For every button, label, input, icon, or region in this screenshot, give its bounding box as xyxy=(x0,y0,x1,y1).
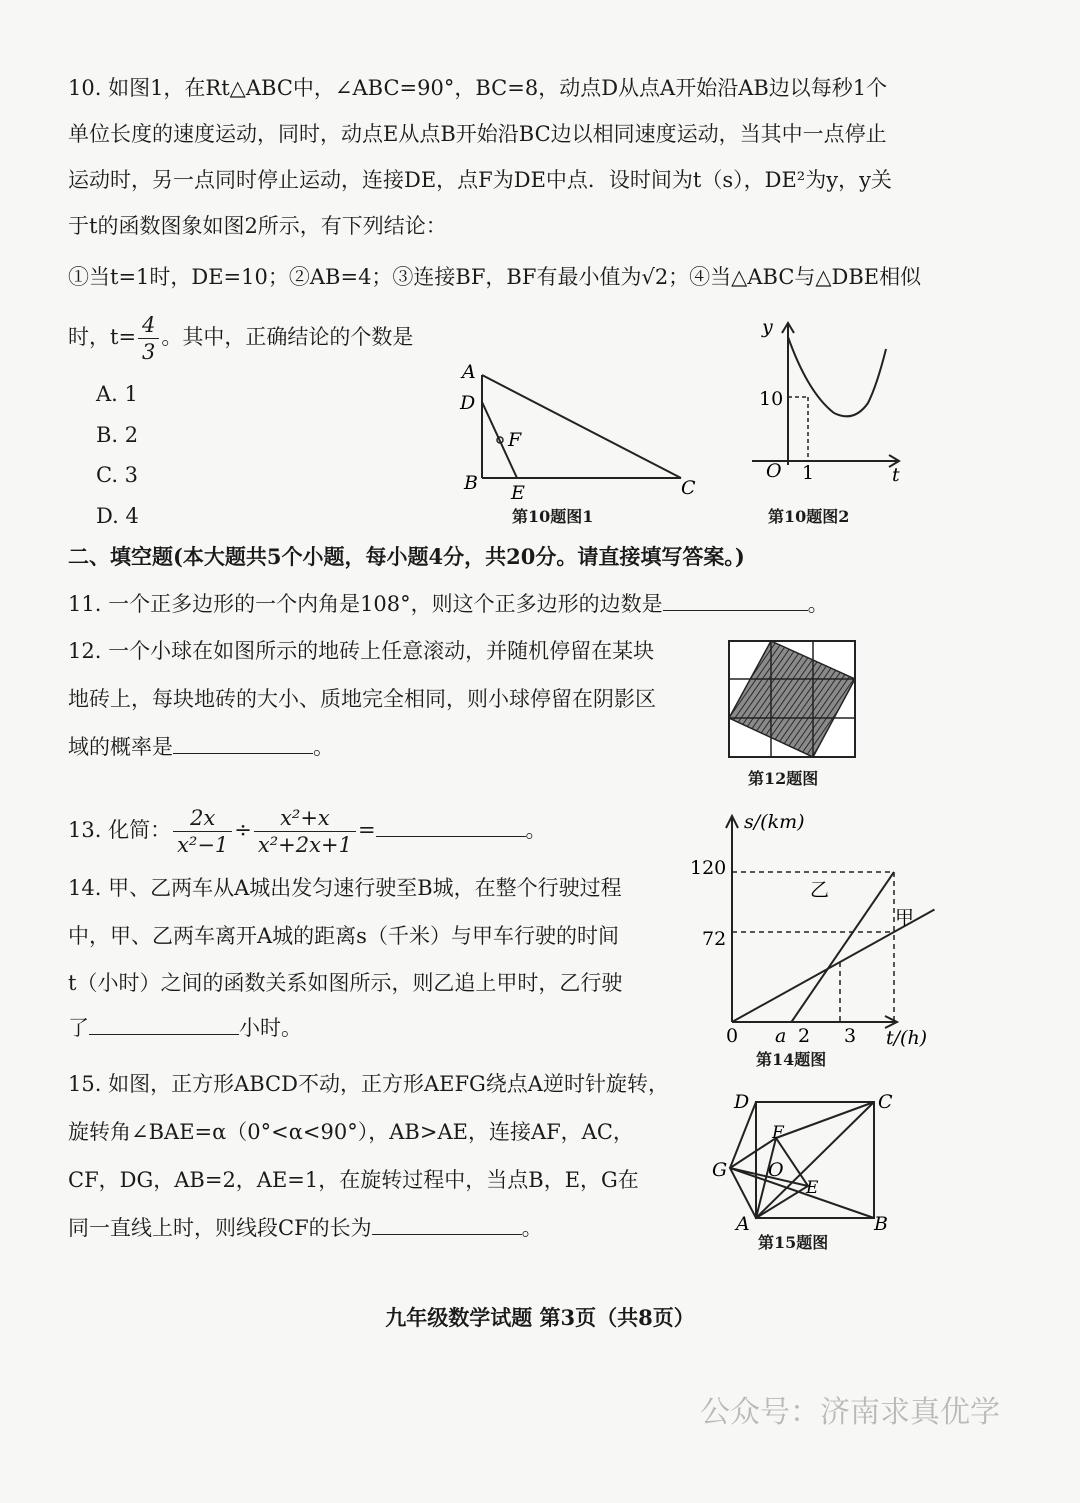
q15-line2: 旋转角∠BAE=α（0°<α<90°），AB>AE，连接AF，AC， xyxy=(68,1120,634,1144)
axis-label-t: t xyxy=(892,464,900,486)
label-b: B xyxy=(464,472,478,494)
option-d[interactable]: D. 4 xyxy=(96,504,139,528)
q13-prefix: 13. 化简： xyxy=(68,818,172,842)
q10-line5: ①当t=1时，DE=10；②AB=4；③连接BF，BF有最小值为√2；④当△ABC与△DBE相似 xyxy=(68,265,922,289)
q12-line3 xyxy=(68,733,334,761)
tick-1: 1 xyxy=(802,462,815,484)
tick-label-0: 0 xyxy=(726,1025,739,1047)
q14-line3: t（小时）之间的函数关系如图所示，则乙追上甲时，乙行驶 xyxy=(68,971,623,995)
label-o: O xyxy=(768,1159,784,1181)
q10-frac-num: 4 xyxy=(138,312,159,339)
q10-fig2-caption: 第10题图2 xyxy=(768,507,850,526)
q13-end: 。 xyxy=(525,818,547,842)
q15-caption: 第15题图 xyxy=(758,1233,829,1252)
watermark: 公众号：济南求真优学 xyxy=(700,1395,1000,1430)
parabola-curve xyxy=(788,337,886,416)
origin-label: O xyxy=(766,460,782,482)
label-d: D xyxy=(460,392,476,414)
label-e: E xyxy=(511,482,525,504)
q10-line6-post: 。其中，正确结论的个数是 xyxy=(161,325,414,349)
q12-end: 。 xyxy=(313,735,334,759)
q12-line1: 12. 一个小球在如图所示的地砖上任意滚动，并随机停留在某块 xyxy=(68,639,655,663)
q15-answer-blank[interactable] xyxy=(372,1214,522,1235)
label-b: B xyxy=(874,1213,888,1235)
side-ac xyxy=(482,375,681,478)
q10-figure2-graph xyxy=(742,315,912,485)
q13-fraction2 xyxy=(254,805,356,858)
q12-tile-figure xyxy=(728,640,858,760)
series-line-yi xyxy=(791,872,894,1022)
option-c[interactable]: C. 3 xyxy=(96,463,139,487)
q14-end: 小时。 xyxy=(239,1016,302,1040)
q10-figure1-triangle xyxy=(455,360,715,510)
q12-caption: 第12题图 xyxy=(748,769,819,788)
q13-line xyxy=(68,800,547,860)
q15-end: 。 xyxy=(521,1216,543,1240)
q10-line2: 单位长度的速度运动，同时，动点E从点B开始沿BC边以相同速度运动，当其中一点停止 xyxy=(68,122,887,146)
q14-line1: 14. 甲、乙两车从A城出发匀速行驶至B城，在整个行驶过程 xyxy=(68,876,622,900)
axis-label-s: s/(km) xyxy=(744,811,805,833)
q10-line4: 于t的函数图象如图2所示，有下列结论： xyxy=(68,214,447,238)
label-f: F xyxy=(508,429,522,451)
tick-label-120: 120 xyxy=(690,857,727,879)
label-c: C xyxy=(681,477,696,499)
q10-line6 xyxy=(68,312,413,365)
q13-equals: = xyxy=(357,818,376,842)
tick-label-72: 72 xyxy=(702,928,727,950)
option-a[interactable]: A. 1 xyxy=(96,382,138,406)
q14-line4-text: 了 xyxy=(68,1016,89,1040)
q13-answer-blank[interactable] xyxy=(376,816,526,837)
tick-label-a: a xyxy=(775,1025,787,1047)
q13-f2-den: x²+2x+1 xyxy=(257,833,352,857)
segment-cf xyxy=(776,1102,874,1138)
q14-line4 xyxy=(68,1014,302,1042)
label-e: E xyxy=(806,1178,819,1198)
page-footer: 九年级数学试题 第3页（共8页） xyxy=(385,1305,695,1330)
label-c: C xyxy=(878,1091,893,1113)
option-b[interactable]: B. 2 xyxy=(96,423,139,447)
q11-text: 11. 一个正多边形的一个内角是108°，则这个正多边形的边数是 xyxy=(68,592,663,616)
tick-label-3: 3 xyxy=(844,1025,857,1047)
q15-line4-text: 同一直线上时，则线段CF的长为 xyxy=(68,1216,372,1240)
q11-line xyxy=(68,590,829,618)
section-2-heading: 二、填空题(本大题共5个小题，每小题4分，共20分。请直接填写答案。) xyxy=(68,544,745,569)
label-a: A xyxy=(462,361,476,383)
q14-chart xyxy=(690,808,940,1048)
axis-label-y: y xyxy=(762,316,773,338)
label-f: F xyxy=(772,1123,784,1143)
q10-frac-den: 3 xyxy=(142,340,156,364)
q14-answer-blank[interactable] xyxy=(89,1014,239,1035)
q13-f1-den: x²−1 xyxy=(177,833,229,857)
q10-line1: 10. 如图1，在Rt△ABC中，∠ABC=90°，BC=8，动点D从点A开始沿AB边以每秒1个 xyxy=(68,76,888,100)
q15-line3: CF，DG，AB=2，AE=1，在旋转过程中，当点B，E，G在 xyxy=(68,1168,639,1192)
q13-div: ÷ xyxy=(234,818,252,842)
q13-f1-num: 2x xyxy=(173,805,232,832)
q11-end: 。 xyxy=(807,592,829,616)
q13-fraction1 xyxy=(173,805,232,858)
q10-fraction xyxy=(138,312,159,365)
q12-line2: 地砖上，每块地砖的大小、质地完全相同，则小球停留在阴影区 xyxy=(68,687,656,711)
q14-line2: 中，甲、乙两车离开A城的距离s（千米）与甲车行驶的时间 xyxy=(68,924,619,948)
q14-caption: 第14题图 xyxy=(756,1050,827,1069)
q11-answer-blank[interactable] xyxy=(663,590,808,611)
label-a: A xyxy=(736,1213,750,1235)
tick-10: 10 xyxy=(759,388,784,410)
series-label-yi: 乙 xyxy=(810,879,830,901)
q10-fig1-caption: 第10题图1 xyxy=(512,507,594,526)
label-g: G xyxy=(712,1159,728,1181)
label-d: D xyxy=(734,1091,750,1113)
series-label-jia: 甲 xyxy=(895,907,915,929)
q15-line1: 15. 如图，正方形ABCD不动，正方形AEFG绕点A逆时针旋转， xyxy=(68,1072,669,1096)
q15-line4 xyxy=(68,1214,543,1242)
q12-answer-blank[interactable] xyxy=(173,733,313,754)
axis-label-t: t/(h) xyxy=(886,1027,928,1049)
q10-line3: 运动时，另一点同时停止运动，连接DE，点F为DE中点．设时间为t（s），DE²为y，y关 xyxy=(68,168,892,192)
q13-f2-num: x²+x xyxy=(254,805,356,832)
q12-line3-text: 域的概率是 xyxy=(68,735,173,759)
q15-figure xyxy=(708,1088,898,1238)
tick-label-2: 2 xyxy=(798,1025,811,1047)
q10-line6-pre: 时，t= xyxy=(68,325,137,349)
